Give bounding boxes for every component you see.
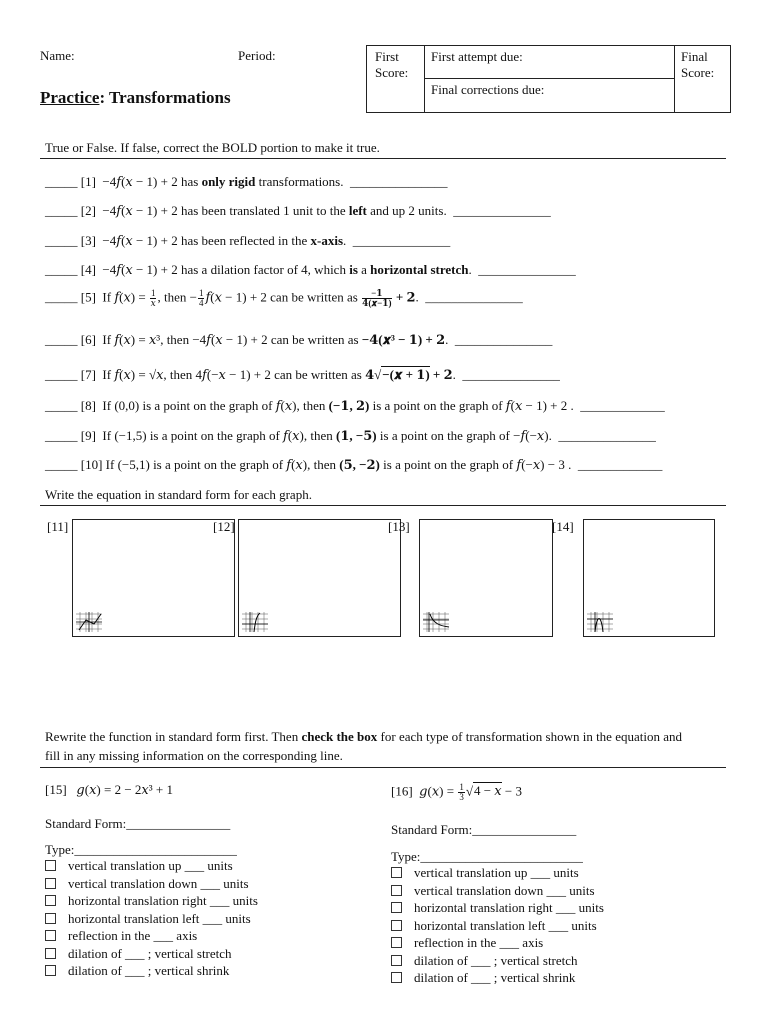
answer-line[interactable]: _______________ xyxy=(425,289,523,305)
type-label-15[interactable]: Type:_________________________ xyxy=(45,842,237,857)
question-7: _____ [7] If 𝑓(𝑥) = √𝑥, then 4𝑓(−𝑥 − 1) + 2 can be written as 𝟒√−(𝒙 + 𝟏) + 𝟐. _______________ xyxy=(45,367,560,382)
checkbox[interactable] xyxy=(391,867,402,878)
checkbox-item[interactable]: vertical translation up ___ units xyxy=(391,864,604,882)
checkbox[interactable] xyxy=(45,930,56,941)
mini-graph-icon xyxy=(421,610,451,634)
score-table xyxy=(366,45,731,113)
standard-form-16[interactable]: Standard Form:________________ xyxy=(391,822,577,837)
section2-instructions: Write the equation in standard form for each graph. xyxy=(45,487,312,502)
checkbox-item[interactable]: horizontal translation right ___ units xyxy=(391,899,604,917)
section1-instructions: True or False. If false, correct the BOLD portion to make it true. xyxy=(45,140,380,155)
final-corrections-due: Final corrections due: xyxy=(431,82,545,97)
question-4: _____ [4] −4𝑓(𝑥 − 1) + 2 has a dilation factor of 4, which is a horizontal stretch. _______________ xyxy=(45,262,576,277)
type-list-15 xyxy=(45,857,258,980)
mini-graph-icon xyxy=(74,610,104,634)
graph-label-14: [14] xyxy=(552,519,574,534)
answer-line[interactable]: _______________ xyxy=(453,203,551,218)
graph-11 xyxy=(72,519,235,637)
divider xyxy=(40,767,726,768)
checkbox-item[interactable]: horizontal translation left ___ units xyxy=(45,910,258,928)
answer-line[interactable]: _______________ xyxy=(454,332,553,347)
checkbox-item[interactable]: dilation of ___ ; vertical stretch xyxy=(45,945,258,963)
standard-form-15[interactable]: Standard Form:________________ xyxy=(45,816,231,831)
title-practice: Practice xyxy=(40,88,100,107)
checkbox[interactable] xyxy=(391,972,402,983)
checkbox[interactable] xyxy=(45,948,56,959)
divider xyxy=(40,158,726,159)
checkbox[interactable] xyxy=(391,885,402,896)
checkbox-item[interactable]: dilation of ___ ; vertical stretch xyxy=(391,952,604,970)
checkbox[interactable] xyxy=(391,920,402,931)
mini-graph-icon xyxy=(240,610,270,634)
question-1: _____ [1] −4𝑓(𝑥 − 1) + 2 has only rigid transformations. _______________ xyxy=(45,174,448,189)
answer-line[interactable]: _______________ xyxy=(352,233,451,248)
question-2: _____ [2] −4𝑓(𝑥 − 1) + 2 has been translated 1 unit to the left and up 2 units. _______________ xyxy=(45,203,551,218)
answer-line[interactable]: _____________ xyxy=(577,457,663,472)
checkbox-item[interactable]: vertical translation down ___ units xyxy=(391,882,604,900)
answer-line[interactable]: _______________ xyxy=(558,428,656,443)
problem-16: [16] 𝑔(𝑥) = $\frac{1}{3}$ √4 − 𝑥 − 3 xyxy=(391,782,522,802)
graph-12 xyxy=(238,519,401,637)
graph-13 xyxy=(419,519,553,637)
answer-line[interactable]: _______________ xyxy=(478,262,576,277)
question-3: _____ [3] −4𝑓(𝑥 − 1) + 2 has been reflected in the x-axis. _______________ xyxy=(45,233,451,248)
checkbox[interactable] xyxy=(391,937,402,948)
question-10: _____ [10] If (−5,1) is a point on the graph of 𝑓(𝑥), then (𝟓, −𝟐) is a point on the graph of 𝑓(−𝑥) − 3 . _____________ xyxy=(45,457,663,472)
section3-instructions: Rewrite the function in standard form first. Then check the box for each type of transformation shown in the equation and xyxy=(45,729,682,744)
type-label-16[interactable]: Type:_________________________ xyxy=(391,849,583,864)
final-score-cell: Final Score: xyxy=(681,49,715,80)
checkbox-item[interactable]: vertical translation down ___ units xyxy=(45,875,258,893)
checkbox[interactable] xyxy=(391,902,402,913)
graph-label-13: [13] xyxy=(388,519,410,534)
checkbox[interactable] xyxy=(391,955,402,966)
answer-line[interactable]: _____________ xyxy=(580,398,665,413)
checkbox-item[interactable]: reflection in the ___ axis xyxy=(391,934,604,952)
checkbox[interactable] xyxy=(45,878,56,889)
answer-line[interactable]: _______________ xyxy=(462,367,560,382)
first-attempt-due: First attempt due: xyxy=(431,49,523,64)
question-6: _____ [6] If 𝑓(𝑥) = 𝑥³, then −4𝑓(𝑥 − 1) + 2 can be written as −𝟒(𝒙³ − 𝟏) + 𝟐. _______________ xyxy=(45,332,553,347)
page-title xyxy=(40,88,231,108)
checkbox[interactable] xyxy=(45,860,56,871)
question-8: _____ [8] If (0,0) is a point on the graph of 𝑓(𝑥), then (−𝟏, 𝟐) is a point on the graph of 𝑓(𝑥 − 1) + 2 . _____________ xyxy=(45,398,665,413)
problem-15: [15] 𝑔(𝑥) = 2 − 2𝑥³ + 1 xyxy=(45,782,173,797)
checkbox-item[interactable]: dilation of ___ ; vertical shrink xyxy=(391,969,604,987)
graph-label-12: [12] xyxy=(213,519,235,534)
graph-label-11: [11] xyxy=(47,519,69,534)
checkbox-item[interactable]: vertical translation up ___ units xyxy=(45,857,258,875)
mini-graph-icon xyxy=(585,610,615,634)
question-5: _____ [5] If 𝑓(𝑥) = $\frac{1}{\text{𝑥}}$ , then − $\frac{1}{4}$ 𝑓(𝑥 − 1) + 2 can be written as $\frac{-𝟏}{\text{𝟒(𝒙−𝟏)}}$ + 𝟐. _______________ xyxy=(45,288,523,308)
question-9: _____ [9] If (−1,5) is a point on the graph of 𝑓(𝑥), then (𝟏, −𝟓) is a point on the graph of −𝑓(−𝑥). _______________ xyxy=(45,428,656,443)
checkbox[interactable] xyxy=(45,913,56,924)
first-score-cell: First Score: xyxy=(375,49,409,80)
title-rest: : Transformations xyxy=(99,88,231,107)
section3-instructions-line2: fill in any missing information on the corresponding line. xyxy=(45,748,343,763)
checkbox[interactable] xyxy=(45,965,56,976)
divider xyxy=(40,505,726,506)
graph-14 xyxy=(583,519,715,637)
checkbox-item[interactable]: horizontal translation right ___ units xyxy=(45,892,258,910)
checkbox[interactable] xyxy=(45,895,56,906)
period-label: Period: xyxy=(238,48,276,63)
checkbox-item[interactable]: reflection in the ___ axis xyxy=(45,927,258,945)
type-list-16 xyxy=(391,864,604,987)
name-label: Name: xyxy=(40,48,75,63)
checkbox-item[interactable]: dilation of ___ ; vertical shrink xyxy=(45,962,258,980)
answer-line[interactable]: _______________ xyxy=(349,174,448,189)
checkbox-item[interactable]: horizontal translation left ___ units xyxy=(391,917,604,935)
